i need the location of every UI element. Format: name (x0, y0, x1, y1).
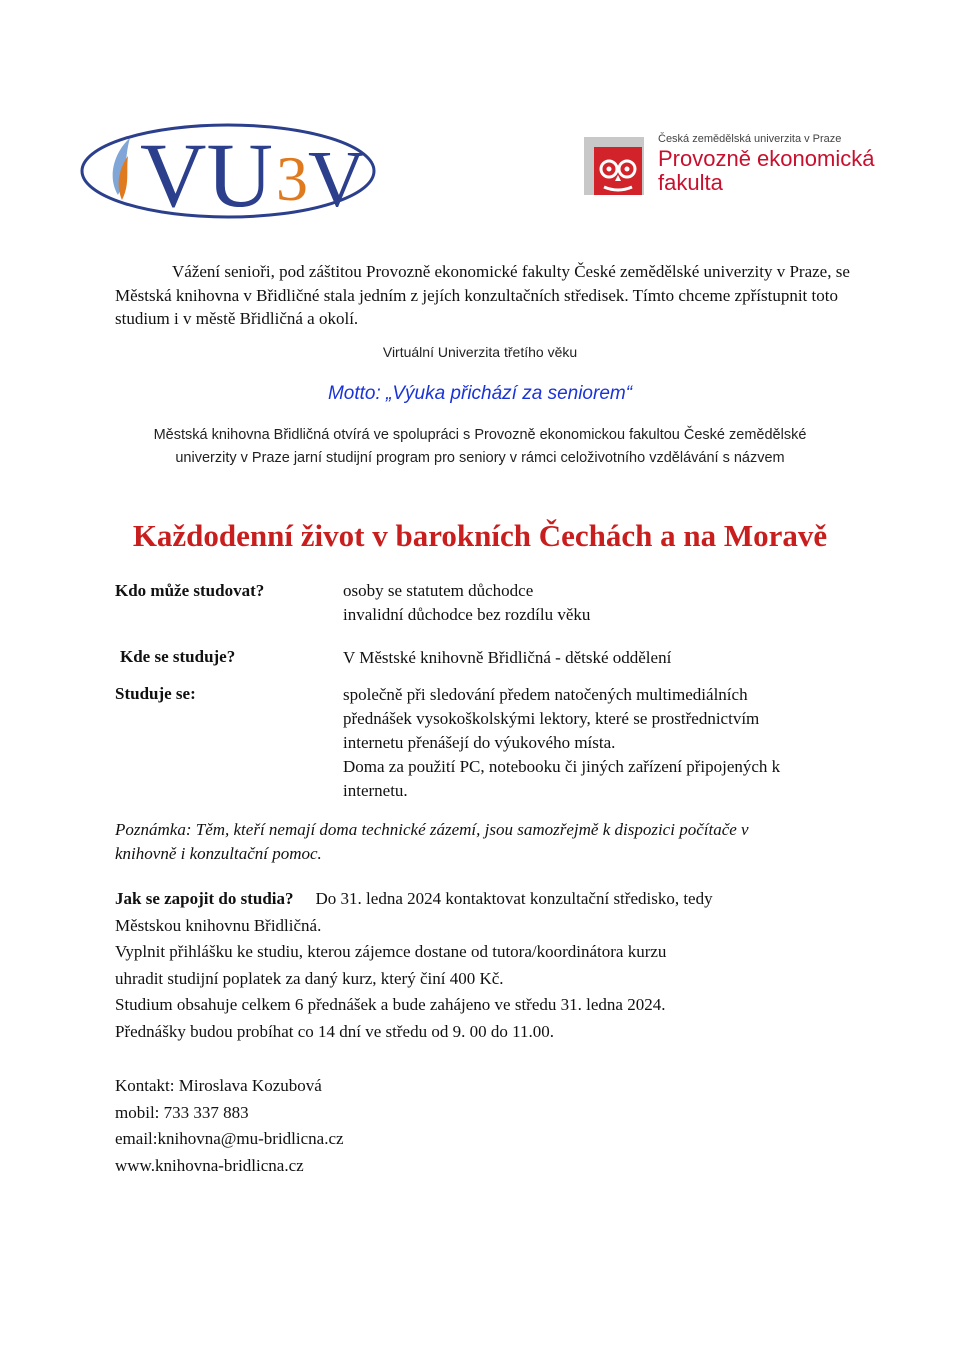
program-announcement (100, 424, 860, 470)
note (115, 818, 845, 866)
study-mode-line5: internetu. (343, 781, 408, 800)
note-line2: knihovně i konzultační pomoc. (115, 844, 322, 863)
svg-text:3: 3 (276, 143, 308, 214)
vu3v-logo-text: VU (140, 124, 273, 222)
announcement-line2: univerzity v Praze jarní studijní program pro seniory v rámci celoživotního vzdělávání s názvem (175, 450, 785, 466)
join-line4: uhradit studijní poplatek za daný kurz, který činí 400 Kč. (115, 968, 504, 988)
svg-text:V: V (308, 136, 366, 222)
study-mode-line4: Doma za použití PC, notebooku či jiných zařízení připojených k (343, 757, 781, 776)
contact-mobile: mobil: 733 337 883 (115, 1102, 249, 1122)
intro-paragraph: Vážení senioři, pod záštitou Provozně ekonomické fakulty České zemědělské univerzity v Praze, se Městská knihovna v Břidličné stala jedním z jejích konzultačních středisek. Tímto chceme zpřístupnit toto studium i v městě Břidličná a okolí. (115, 262, 850, 328)
join-line6: Přednášky budou probíhat co 14 dní ve středu od 9. 00 do 11.00. (115, 1021, 554, 1041)
who-label: Kdo může studovat? (115, 581, 265, 600)
vu3v-logo (78, 120, 378, 222)
study-mode-value (343, 683, 780, 803)
note-line1: Poznámka: Těm, kteří nemají doma technické zázemí, jsou samozřejmě k dispozici počítače v (115, 820, 749, 839)
where-value: V Městské knihovně Břidličná - dětské oddělení (343, 648, 672, 667)
vu3v-title: Virtuální Univerzita třetího věku (382, 344, 578, 360)
vu3v-logo-graphic (78, 120, 378, 222)
join-line2: Městskou knihovnu Břidličná. (115, 915, 322, 935)
contact-block (115, 1073, 615, 1179)
who-value-line2: invalidní důchodce bez rozdílu věku (343, 605, 591, 624)
join-line3: Vyplnit přihlášku ke studiu, kterou zájemce dostane od tutora/koordinátora kurzu (115, 942, 667, 961)
study-mode-line1: společně při sledování předem natočených multimediálních (343, 685, 748, 704)
study-mode-line2: přednášek vysokoškolskými lektory, které se prostřednictvím (343, 709, 760, 728)
pef-logo (584, 133, 914, 203)
study-mode-line3: internetu přenášejí do výukového místa. (343, 733, 616, 752)
contact-email[interactable]: email:knihovna@mu-bridlicna.cz (115, 1129, 344, 1148)
who-value (343, 579, 590, 627)
where-label: Kde se studuje? (120, 647, 236, 666)
contact-name: Kontakt: Miroslava Kozubová (115, 1076, 322, 1095)
join-section (115, 886, 845, 1045)
pef-university-name: Česká zemědělská univerzita v Praze (658, 133, 842, 145)
study-mode-label: Studuje se: (115, 684, 196, 703)
contact-website[interactable]: www.knihovna-bridlicna.cz (115, 1155, 304, 1175)
join-label: Jak se zapojit do studia? (115, 889, 294, 908)
owl-icon (594, 147, 642, 195)
course-title: Každodenní život v barokních Čechách a na Moravě (132, 518, 828, 553)
motto: Motto: „Výuka přichází za seniorem“ (327, 383, 633, 404)
join-line5: Studium obsahuje celkem 6 přednášek a bude zahájeno ve středu 31. ledna 2024. (115, 995, 666, 1014)
who-value-line1: osoby se statutem důchodce (343, 581, 534, 600)
join-text1: Do 31. ledna 2024 kontaktovat konzultační středisko, tedy (315, 889, 713, 908)
pef-faculty-line2: fakulta (658, 170, 723, 195)
announcement-line1: Městská knihovna Břidličná otvírá ve spolupráci s Provozně ekonomickou fakultou České zemědělské (153, 427, 807, 443)
pef-faculty-line1: Provozně ekonomická (658, 146, 875, 171)
pef-faculty-name (658, 147, 874, 195)
join-line1 (115, 886, 845, 913)
